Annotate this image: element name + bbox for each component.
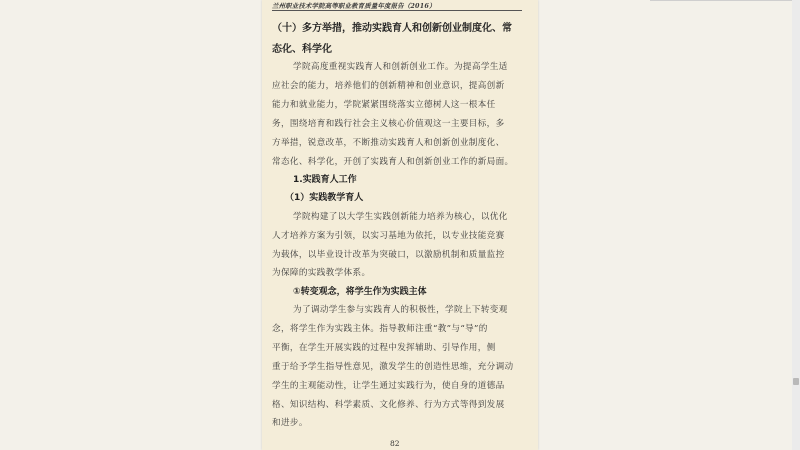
paragraph-line: 平衡，在学生开展实践的过程中发挥辅助、引导作用，侧 (272, 343, 496, 353)
paragraph-line: 人才培养方案为引领，以实习基地为依托，以专业技能竞赛 (272, 231, 505, 241)
paragraph-line: 能力和就业能力，学院紧紧围绕落实立德树人这一根本任 (272, 100, 496, 110)
paragraph-line: 务，围绕培育和践行社会主义核心价值观这一主要目标，多 (272, 119, 505, 129)
paragraph-line: 为载体，以毕业设计改革为突破口，以激励机制和质量监控 (272, 250, 505, 260)
section-title-line-2: 态化、科学化 (272, 44, 332, 55)
paragraph-line: 念，将学生作为实践主体。指导教师注重“教”与“导”的 (272, 324, 488, 334)
toolbar-edge (650, 0, 792, 1)
paragraph-line: 格、知识结构、科学素质、文化修养、行为方式等得到发展 (272, 400, 505, 410)
paragraph-line: 重于给予学生指导性意见，激发学生的创造性思维，充分调动 (272, 362, 514, 372)
paragraph-line: 和进步。 (272, 418, 308, 428)
subheading-practice-teaching: （1）实践教学育人 (285, 193, 364, 203)
section-title-line-1: （十）多方举措，推动实践育人和创新创业制度化、常 (272, 23, 512, 34)
running-header: 兰州职业技术学院高等职业教育质量年度报告（2016） (272, 2, 436, 10)
paragraph-line: 学院高度重视实践育人和创新创业工作。为提高学生适 (293, 62, 508, 72)
paragraph-line: 学院构建了以大学生实践创新能力培养为核心，以优化 (293, 212, 508, 222)
paragraph-line: 应社会的能力，培养他们的创新精神和创业意识，提高创新 (272, 81, 505, 91)
paragraph-line: 为了调动学生参与实践育人的积极性，学院上下转变观 (293, 305, 508, 315)
scrollbar-thumb[interactable] (793, 378, 799, 385)
subheading-change-concept: ①转变观念，将学生作为实践主体 (293, 287, 427, 297)
subheading-practice-education: 1.实践育人工作 (293, 175, 357, 185)
paragraph-line: 学生的主观能动性，让学生通过实践行为，使自身的道德品 (272, 381, 505, 391)
header-divider (272, 10, 522, 11)
paragraph-line: 常态化、科学化，开创了实践育人和创新创业工作的新局面。 (272, 157, 514, 167)
page-number: 82 (390, 439, 400, 448)
paragraph-line: 方举措，锐意改革，不断推动实践育人和创新创业制度化、 (272, 138, 505, 148)
paragraph-line: 为保障的实践教学体系。 (272, 268, 371, 278)
